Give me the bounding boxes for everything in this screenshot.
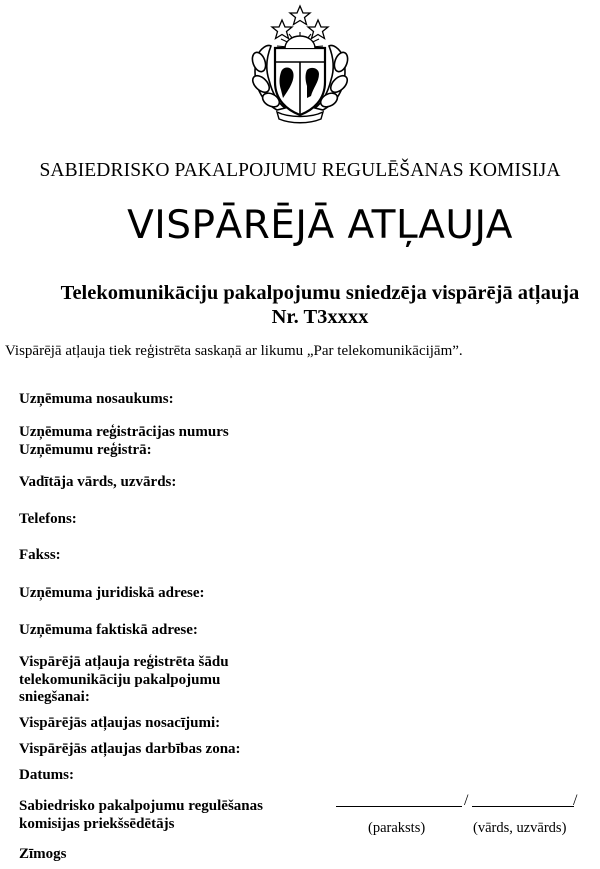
- services-line: sniegšanai:: [19, 689, 90, 705]
- signature-separator: /: [464, 792, 469, 809]
- director-name-label: Vadītāja vārds, uzvārds:: [19, 474, 177, 490]
- services-line: telekomunikāciju pakalpojumu: [19, 671, 221, 688]
- registration-number-label: [19, 424, 229, 459]
- services-label: [19, 654, 229, 707]
- legal-address-label: Uzņēmuma juridiskā adrese:: [19, 585, 205, 601]
- name-separator: /: [573, 792, 578, 809]
- signature-caption: (paraksts): [368, 820, 426, 836]
- document-subtitle: [0, 281, 600, 329]
- registration-number-line: Uzņēmuma reģistrācijas numurs: [19, 424, 229, 440]
- subtitle-line: Telekomunikāciju pakalpojumu sniedzēja vispārējā atļauja: [60, 282, 580, 304]
- legal-basis-text: Vispārējā atļauja tiek reģistrēta saskaņā ar likumu „Par telekomunikācijām”.: [5, 343, 463, 359]
- permit-number: Nr. T3xxxx: [271, 306, 369, 328]
- name-caption: (vārds, uzvārds): [473, 820, 567, 836]
- latvia-coat-of-arms-icon: [237, 2, 363, 128]
- document-title: VISPĀRĒJĀ ATĻAUJA: [127, 203, 513, 248]
- fax-label: Fakss:: [19, 547, 61, 563]
- services-line: Vispārējā atļauja reģistrēta šādu: [19, 654, 229, 670]
- registration-number-line: Uzņēmumu reģistrā:: [19, 441, 152, 458]
- conditions-label: Vispārējās atļaujas nosacījumi:: [19, 715, 221, 731]
- date-label: Datums:: [19, 767, 74, 783]
- name-line: [472, 806, 574, 807]
- signature-line: [336, 806, 462, 807]
- agency-name: SABIEDRISKO PAKALPOJUMU REGULĒŠANAS KOMISIJA: [39, 160, 561, 181]
- chairman-line: komisijas priekšsēdētājs: [19, 815, 175, 832]
- actual-address-label: Uzņēmuma faktiskā adrese:: [19, 622, 198, 638]
- operation-zone-label: Vispārējās atļaujas darbības zona:: [19, 741, 241, 757]
- phone-label: Telefons:: [19, 511, 77, 527]
- chairman-line: Sabiedrisko pakalpojumu regulēšanas: [19, 798, 263, 814]
- chairman-label: [19, 798, 263, 833]
- stamp-label: Zīmogs: [19, 846, 67, 862]
- company-name-label: Uzņēmuma nosaukums:: [19, 391, 174, 407]
